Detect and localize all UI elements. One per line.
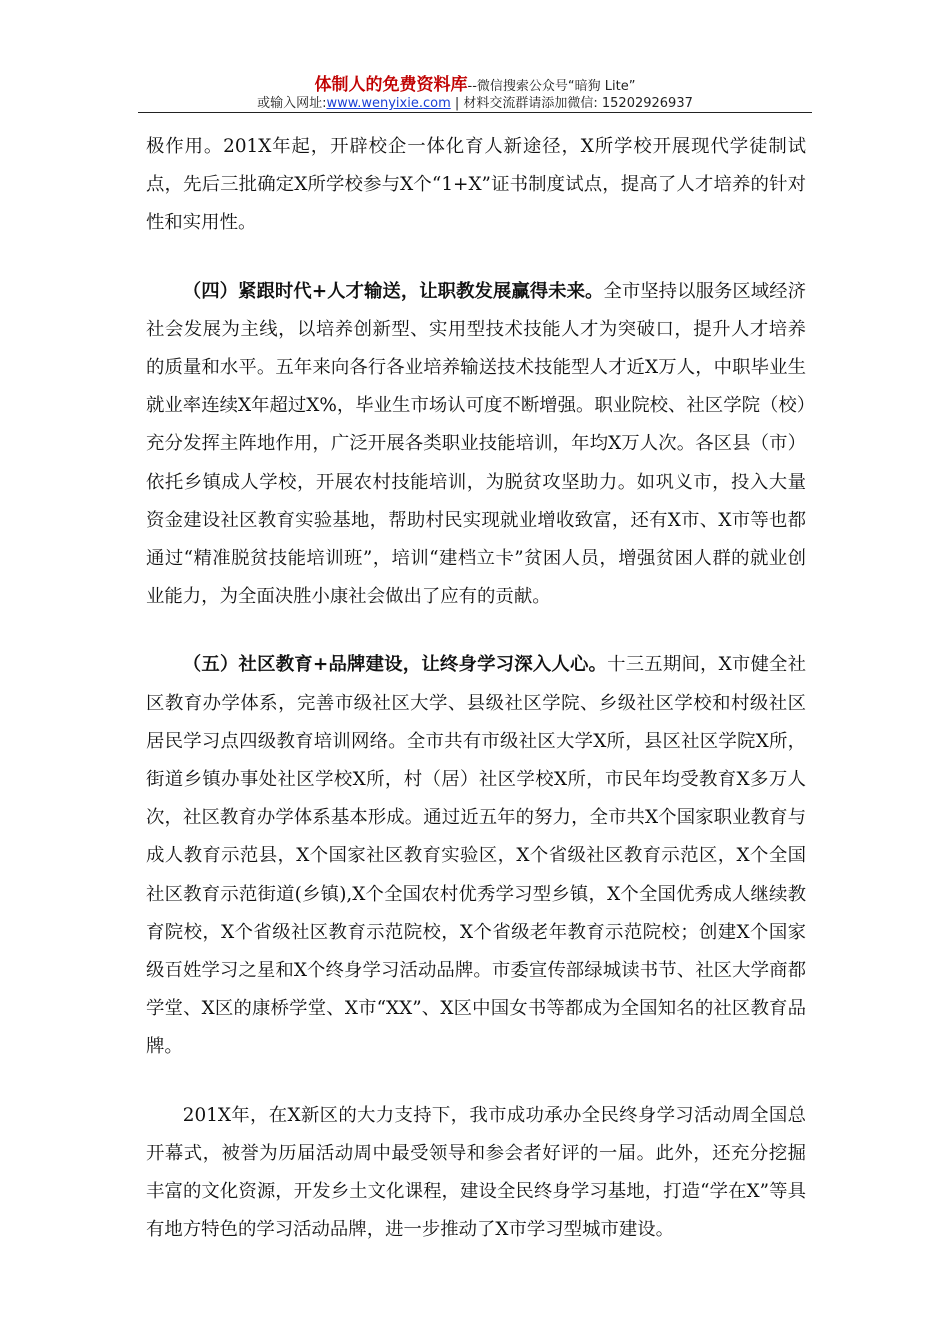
paragraph-text: 全市坚持以服务区域经济社会发展为主线，以培养创新型、实用型技术技能人才为突破口，提升人才培养的质量和水平。五年来向各行各业培养输送技术技能型人才近X万人，中职毕业生就业率连续X年超过X%，毕业生市场认可度不断增强。职业院校、社区学院（校）充分发挥主阵地作用，广泛开展各类职业技能培训，年均X万人次。各区县（市）依托乡镇成人学校，开展农村技能培训，为脱贫攻坚助力。如巩义市，投入大量资金建设社区教育实验基地，帮助村民实现就业增收致富，还有X市、X市等也都通过“精准脱贫技能培训班”，培训“建档立卡”贫困人员，增强贫困人群的就业创业能力，为全面决胜小康社会做出了应有的贡献。 (146, 280, 806, 608)
paragraph-spacer (146, 616, 806, 646)
paragraph-spacer (146, 1067, 806, 1097)
paragraph-spacer (146, 243, 806, 273)
section-heading: （四）紧跟时代+人才输送，让职教发展赢得未来。 (182, 280, 604, 302)
paragraph-text: 十三五期间，X市健全社区教育办学体系，完善市级社区大学、县级社区学院、乡级社区学校和村级社区居民学习点四级教育培训网络。全市共有市级社区大学X所，县区社区学院X所，街道乡镇办事处社区学校X所，村（居）社区学校X所，市民年均受教育X多万人次，社区教育办学体系基本形成。通过近五年的努力，全市共X个国家职业教育与成人教育示范县，X个国家社区教育实验区，X个省级社区教育示范区，X个全国社区教育示范街道(乡镇),X个全国农村优秀学习型乡镇，X个全国优秀成人继续教育院校，X个省级社区教育示范院校，X个省级老年教育示范院校；创建X个国家级百姓学习之星和X个终身学习活动品牌。市委宣传部绿城读书节、社区大学商都学堂、X区的康桥学堂、X市“XX”、X区中国女书等都成为全国知名的社区教育品牌。 (146, 654, 806, 1058)
section-heading: （五）社区教育+品牌建设，让终身学习深入人心。 (182, 654, 608, 676)
header-slogan: --微信搜索公众号“暗狗 Lite” (467, 79, 636, 94)
paragraph-section-four (146, 273, 806, 617)
paragraph-section-five (146, 646, 806, 1066)
contact-info: | 材料交流群请添加微信: 15202926937 (450, 96, 693, 111)
website-prefix: 或输入网址: (257, 96, 327, 111)
document-body (146, 128, 806, 1249)
brand-title: 体制人的免费资料库 (314, 75, 468, 95)
header-divider (138, 112, 812, 113)
header-contact-line (0, 92, 950, 111)
paragraph-continued (146, 128, 806, 243)
paragraph-text: 极作用。201X年起，开辟校企一体化育人新途径，X所学校开展现代学徒制试点，先后三批确定X所学校参与X个“1+X”证书制度试点，提高了人才培养的针对性和实用性。 (146, 136, 806, 234)
paragraph-learning-week (146, 1097, 806, 1250)
website-link[interactable]: www.wenyixie.com (326, 96, 451, 111)
paragraph-text: 201X年，在X新区的大力支持下，我市成功承办全民终身学习活动周全国总开幕式，被誉为历届活动周中最受领导和参会者好评的一届。此外，还充分挖掘丰富的文化资源，开发乡土文化课程，建设全民终身学习基地，打造“学在X”等具有地方特色的学习活动品牌，进一步推动了X市学习型城市建设。 (146, 1104, 806, 1241)
